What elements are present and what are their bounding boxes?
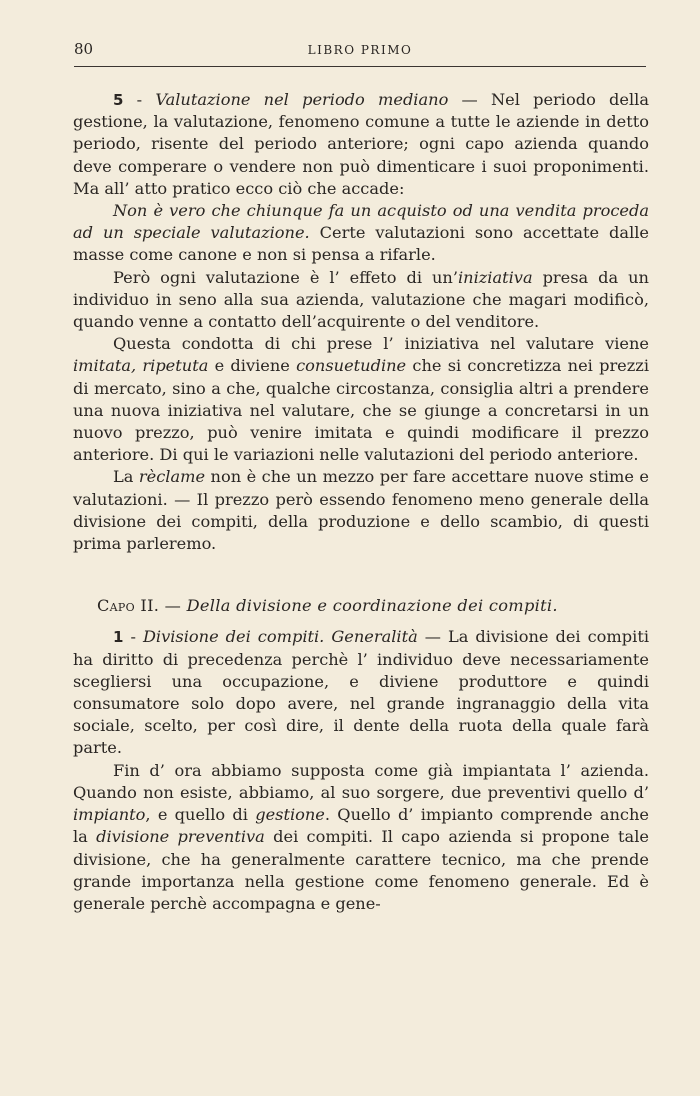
italic-text: consuetudine (296, 356, 407, 376)
paragraph-text: che si concretizza nei prezzi di mercato, sino a che, qualche circostanza, consiglia altri a prendere una nuova iniziativa nel valutare, che se giunge a concretarsi in un nuovo prezzo, può venire imitata e quindi modificare il prezzo anteriore. Di qui le variazioni nelle valutazioni del periodo anteriore. (73, 356, 649, 465)
paragraph-text: non è che un mezzo per fare accettare nuove stime e valutazioni. — Il prezzo però essendo fenomeno meno generale della divisione dei compiti, della produzione e dello scambio, di questi prima parleremo. (73, 467, 650, 554)
page-number: 80 (74, 40, 94, 58)
italic-text: imitata, ripetuta (73, 356, 209, 376)
dash: — (417, 627, 448, 647)
paragraph-text: Certe valutazioni sono accettate dalle masse come canone e non si pensa a rifarle. (73, 223, 650, 265)
chapter-title: Della divisione e coordinazione dei compiti. (186, 596, 558, 616)
separator: - (123, 90, 156, 109)
paragraph (73, 200, 649, 267)
page-body (73, 89, 649, 915)
chapter-heading (73, 595, 649, 617)
italic-text: divisione preventiva (96, 827, 265, 847)
italic-text: iniziativa (457, 267, 533, 287)
italic-text: rèclame (138, 467, 206, 487)
section-title: Valutazione nel periodo mediano (155, 90, 449, 109)
paragraph-text: dei compiti. Il capo azienda si propone tale divisione, che ha generalmente carattere tecnico, ma che prende grande importanza nella gestione come fenomeno generale. Ed è generale perchè accompagna e gene- (73, 827, 649, 913)
paragraph-text: Nel periodo della gestione, la valutazione, fenomeno comune a tutte le aziende in detto periodo, risente del periodo anteriore; ogni capo azienda quando deve comperare o vendere non può dimenticare i suoi proponimenti. Ma all’ atto pratico ecco ciò che accade: (73, 90, 650, 198)
separator: - (123, 627, 143, 647)
italic-text: impianto (73, 805, 146, 825)
italic-text: gestione (255, 805, 325, 825)
section-number: 5 (113, 91, 124, 109)
paragraph (73, 267, 649, 334)
paragraph (73, 760, 649, 915)
paragraph-text: La divisione dei compiti ha diritto di precedenza perchè l’ individuo deve necessariamente scegliersi una occupazione, e diviene produttore e quindi consumatore solo dopo avere, nel grande ingranaggio della vita sociale, scelto, per così dire, il dente della ruota della quale farà parte. (73, 627, 650, 758)
paragraph-section-5-intro (73, 89, 649, 200)
running-head: LIBRO PRIMO (307, 43, 413, 57)
paragraph-text: , e quello di (145, 805, 256, 825)
paragraph (73, 333, 649, 466)
chapter-label: Capo II. (97, 596, 160, 616)
paragraph-text: Fin d’ ora abbiamo supposta come già impiantata l’ azienda. Quando non esiste, abbiamo, al suo sorgere, due preventivi quello d’ (73, 760, 649, 802)
dash: — (159, 596, 187, 616)
paragraph-text: presa da un individuo in seno alla sua azienda, valutazione che magari modificò, quando venne a contatto dell’acquirente o del venditore. (73, 267, 649, 332)
paragraph-text: Questa condotta di chi prese l’ iniziativa nel valutare viene (113, 334, 649, 354)
paragraph (73, 466, 649, 555)
paragraph-text: La (113, 467, 139, 487)
spacer (73, 555, 649, 595)
paragraph-text: . Quello d’ impianto comprende anche la (73, 805, 649, 847)
section-number: 1 (113, 628, 124, 647)
dash: — (448, 90, 491, 109)
paragraph-section-1-intro (73, 626, 649, 759)
paragraph-text: e diviene (208, 356, 297, 376)
paragraph-text: Però ogni valutazione è l’ effeto di un’ (113, 267, 458, 287)
section-title: Divisione dei compiti. Generalità (142, 627, 418, 647)
page-header (74, 38, 646, 67)
italic-text: Non è vero che chiunque fa un acquisto od una vendita proceda ad un speciale valutazione. (73, 201, 649, 243)
